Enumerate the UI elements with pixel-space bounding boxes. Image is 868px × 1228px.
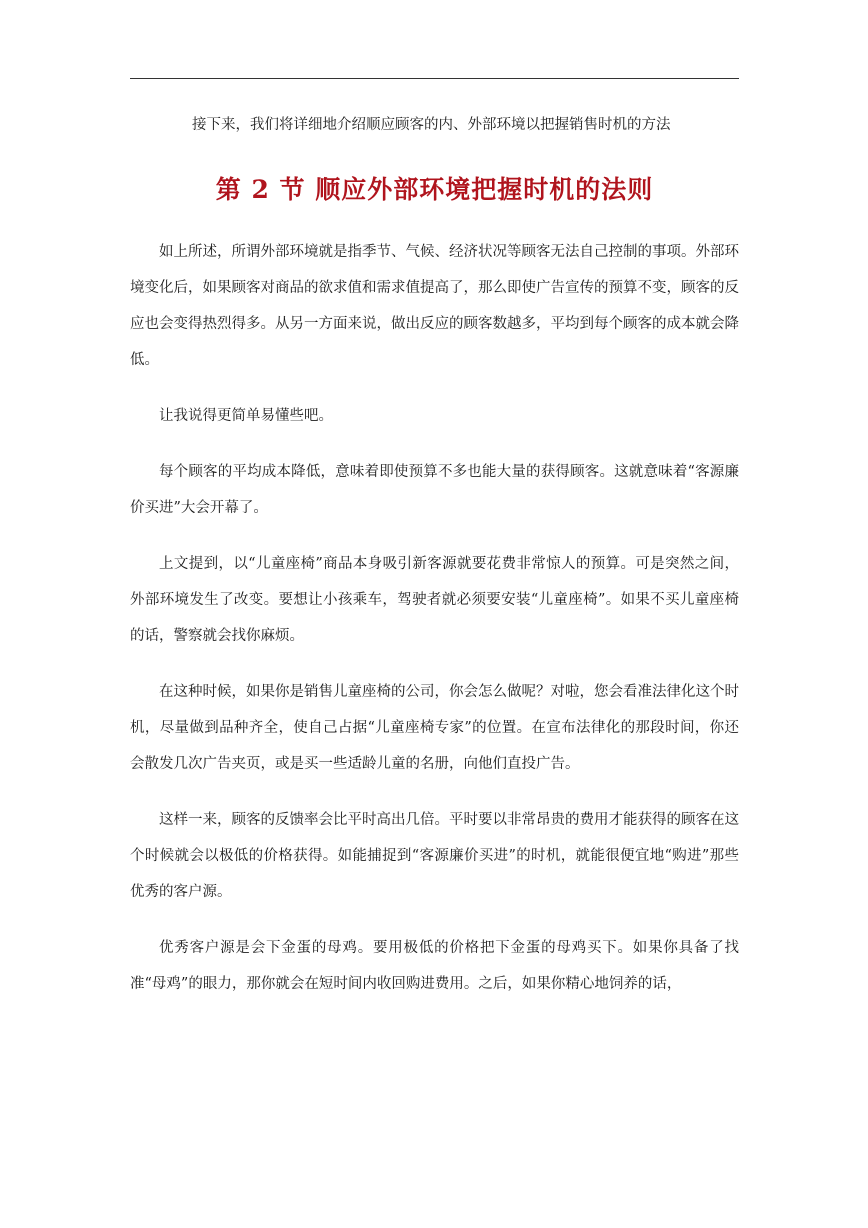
body-text bbox=[130, 234, 739, 1022]
paragraph: 让我说得更简单易懂些吧。 bbox=[159, 408, 333, 424]
paragraph: 如上所述，所谓外部环境就是指季节、气候、经济状况等顾客无法自己控制的事项。外部环境变化后，如果顾客对商品的欲求值和需求值提高了，那么即使广告宣传的预算不变，顾客的反应也会变得热烈得多。从另一方面来说，做出反应的顾客数越多，平均到每个顾客的成本就会降低。 bbox=[130, 244, 739, 368]
intro-line: 接下来，我们将详细地介绍顺应顾客的内、外部环境以把握销售时机的方法 bbox=[192, 117, 671, 133]
paragraph: 每个顾客的平均成本降低，意味着即使预算不多也能大量的获得顾客。这就意味着“客源廉价买进”大会开幕了。 bbox=[130, 464, 739, 516]
paragraph: 优秀客户源是会下金蛋的母鸡。要用极低的价格把下金蛋的母鸡买下。如果你具备了找准“母鸡”的眼力，那你就会在短时间内收回购进费用。之后，如果你精心地饲养的话， bbox=[130, 940, 739, 992]
paragraph: 上文提到，以“儿童座椅”商品本身吸引新客源就要花费非常惊人的预算。可是突然之间，外部环境发生了改变。要想让小孩乘车，驾驶者就必须要安装“儿童座椅”。如果不买儿童座椅的话，警察就会找你麻烦。 bbox=[130, 556, 739, 644]
section-title: 第 2 节 顺应外部环境把握时机的法则 bbox=[215, 175, 654, 204]
paragraph: 在这种时候，如果你是销售儿童座椅的公司，你会怎么做呢？对啦，您会看准法律化这个时机，尽量做到品种齐全，使自己占据“儿童座椅专家”的位置。在宣布法律化的那段时间，你还会散发几次广告夹页，或是买一些适龄儿童的名册，向他们直投广告。 bbox=[130, 684, 739, 772]
paragraph: 这样一来，顾客的反馈率会比平时高出几倍。平时要以非常昂贵的费用才能获得的顾客在这个时候就会以极低的价格获得。如能捕捉到“客源廉价买进”的时机，就能很便宜地“购进”那些优秀的客户源。 bbox=[130, 812, 739, 900]
header-rule bbox=[130, 78, 739, 79]
